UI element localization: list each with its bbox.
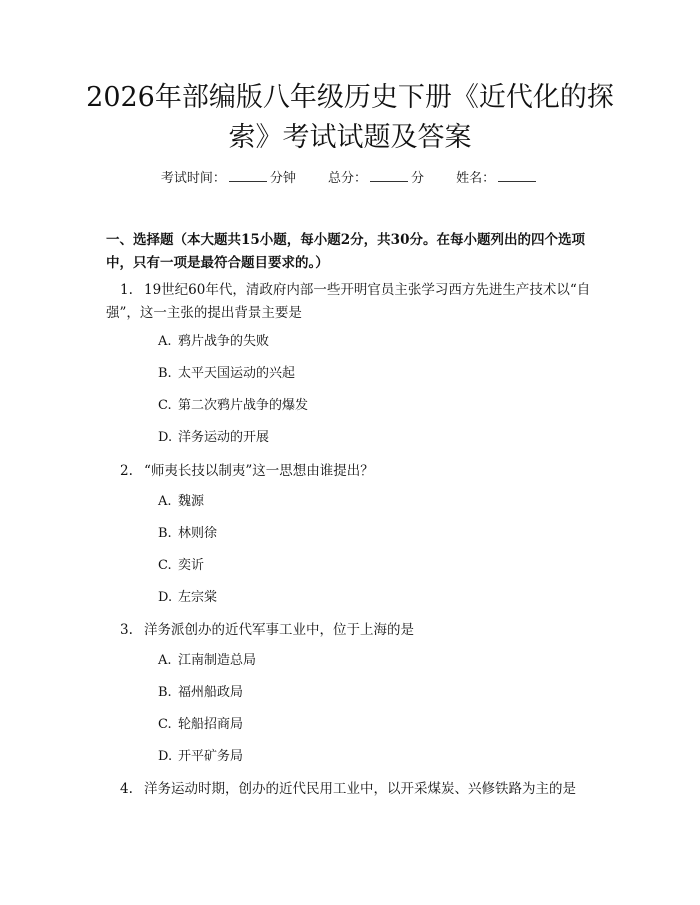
option-letter: B. <box>158 526 172 541</box>
option-text: 第二次鸦片战争的爆发 <box>178 398 309 413</box>
option-letter: B. <box>158 366 172 381</box>
exam-name <box>456 169 539 188</box>
option-1a[interactable] <box>158 333 269 351</box>
time-blank[interactable] <box>229 169 267 182</box>
option-3c[interactable] <box>158 716 243 734</box>
page-title <box>60 78 640 158</box>
question-1 <box>106 279 596 325</box>
option-text: 鸦片战争的失败 <box>178 334 270 349</box>
option-2a[interactable] <box>158 493 204 511</box>
question-4 <box>106 778 596 801</box>
score-unit: 分 <box>411 171 425 186</box>
score-blank[interactable] <box>370 169 408 182</box>
option-text: 左宗棠 <box>178 590 218 605</box>
time-label: 考试时间： <box>160 171 226 186</box>
option-letter: A. <box>158 334 172 349</box>
name-blank[interactable] <box>498 169 536 182</box>
option-text: 洋务运动的开展 <box>178 430 270 445</box>
question-number: 1. <box>120 282 133 298</box>
exam-time <box>161 169 296 188</box>
option-text: 江南制造总局 <box>178 653 257 668</box>
option-letter: C. <box>158 558 172 573</box>
option-text: 福州船政局 <box>178 685 244 700</box>
option-2c[interactable] <box>158 557 204 575</box>
title-line-2: 索》考试试题及答案 <box>228 122 472 153</box>
option-1d[interactable] <box>158 429 269 447</box>
option-text: 魏源 <box>178 494 205 509</box>
question-text: 洋务派创办的近代军事工业中，位于上海的是 <box>144 622 414 638</box>
option-text: 开平矿务局 <box>178 749 244 764</box>
section-heading: 一、选择题（本大题共15小题，每小题2分，共30分。在每小题列出的四个选项中，只有一项是最符合题目要求的。） <box>106 232 585 271</box>
option-2d[interactable] <box>158 589 217 607</box>
option-3d[interactable] <box>158 748 243 766</box>
option-text: 轮船招商局 <box>178 717 244 732</box>
option-3b[interactable] <box>158 684 243 702</box>
exam-meta <box>0 169 700 188</box>
option-text: 奕䜣 <box>178 558 205 573</box>
question-text: 19世纪60年代，清政府内部一些开明官员主张学习西方先进生产技术以“自强”，这一主张的提出背景主要是 <box>106 282 591 321</box>
option-letter: A. <box>158 653 172 668</box>
question-number: 4. <box>120 781 133 797</box>
option-letter: C. <box>158 398 172 413</box>
title-line-1: 2026年部编版八年级历史下册《近代化的探 <box>86 82 614 113</box>
option-text: 林则徐 <box>178 526 218 541</box>
time-unit: 分钟 <box>269 171 296 186</box>
question-3 <box>106 619 596 642</box>
option-letter: D. <box>158 430 173 445</box>
option-2b[interactable] <box>158 525 217 543</box>
name-label: 姓名： <box>456 171 496 186</box>
option-text: 太平天国运动的兴起 <box>178 366 296 381</box>
exam-score <box>328 169 424 188</box>
option-letter: C. <box>158 717 172 732</box>
question-number: 2. <box>120 463 133 479</box>
option-1c[interactable] <box>158 397 308 415</box>
option-letter: D. <box>158 749 173 764</box>
question-text: “师夷长技以制夷”这一思想由谁提出？ <box>144 463 374 479</box>
option-letter: B. <box>158 685 172 700</box>
option-1b[interactable] <box>158 365 295 383</box>
option-letter: A. <box>158 494 172 509</box>
question-number: 3. <box>120 622 133 638</box>
option-3a[interactable] <box>158 652 256 670</box>
option-letter: D. <box>158 590 173 605</box>
score-label: 总分： <box>327 171 367 186</box>
question-text: 洋务运动时期，创办的近代民用工业中，以开采煤炭、兴修铁路为主的是 <box>144 781 576 797</box>
question-2 <box>106 460 596 483</box>
